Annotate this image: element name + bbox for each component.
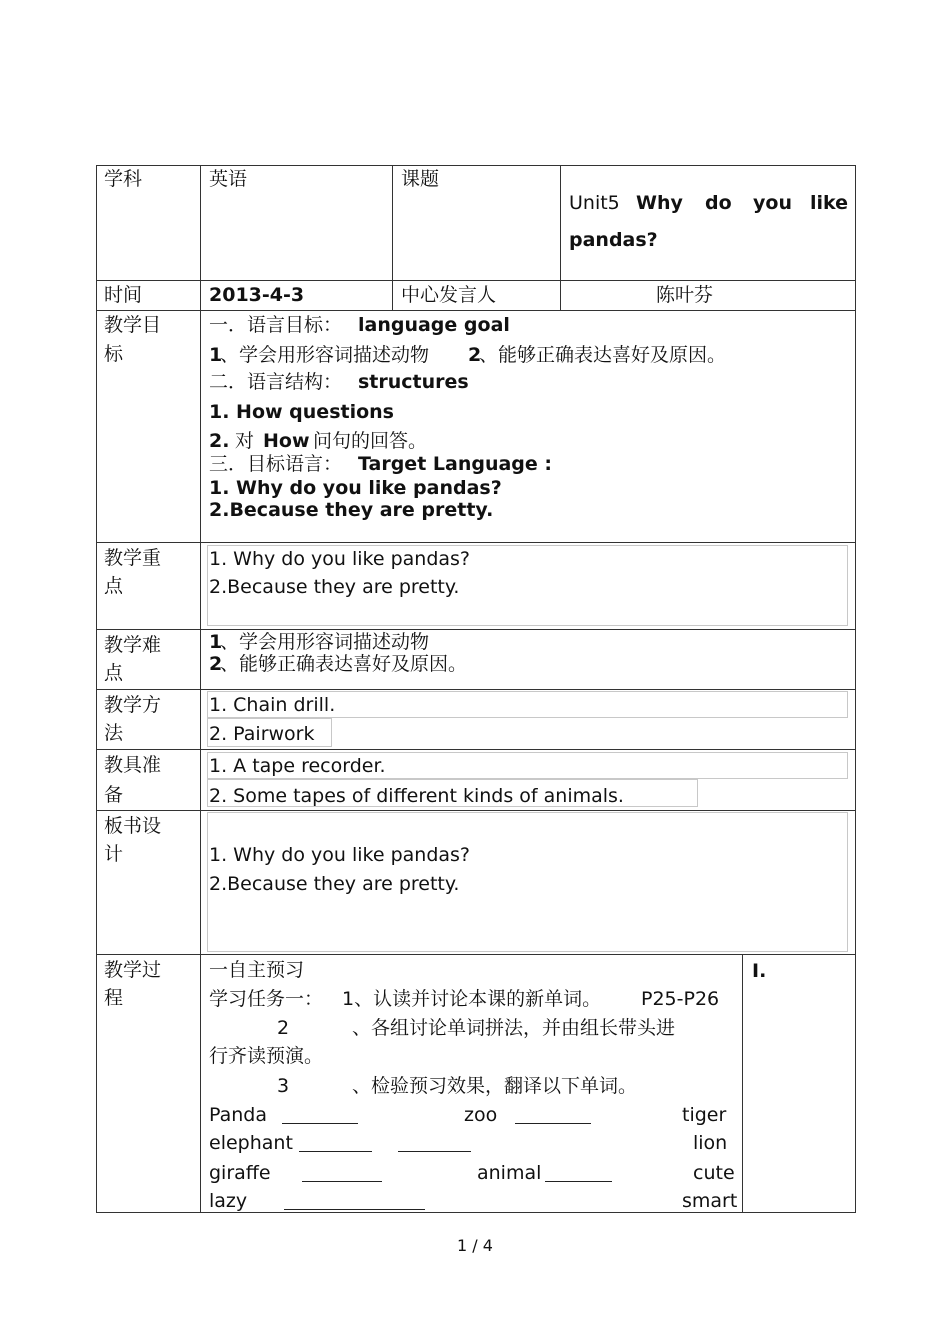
process-item3-num: 3 xyxy=(277,1075,290,1097)
topic-word: Why xyxy=(636,192,683,214)
goals-line-1-num2: 2 xyxy=(468,344,482,366)
topic-word: you xyxy=(753,192,792,214)
goals-target-2: 2.Because they are pretty. xyxy=(209,499,494,521)
tools-line-1: 1. A tape recorder. xyxy=(209,755,386,777)
page-number: 1 / 4 xyxy=(457,1236,493,1255)
keypoints-line-1: 1. Why do you like pandas? xyxy=(209,548,470,570)
difficulties-num-2: 2 xyxy=(209,653,223,675)
speaker-label: 中心发言人 xyxy=(401,284,497,306)
topic-line2: pandas? xyxy=(569,229,658,251)
subject-label: 学科 xyxy=(104,168,143,190)
goals-label-2: 标 xyxy=(104,343,124,365)
goals-heading-1-cn: 一．语言目标： xyxy=(209,314,343,336)
difficulties-num-1: 1 xyxy=(209,631,223,653)
process-item3-text: 、检验预习效果，翻译以下单词。 xyxy=(352,1075,638,1097)
process-item2-text: 、各组讨论单词拼法，并由组长带头进 xyxy=(352,1017,676,1039)
vocab-word: cute xyxy=(693,1162,735,1184)
board-line-1: 1. Why do you like pandas? xyxy=(209,844,470,866)
vocab-word: lazy xyxy=(209,1190,248,1212)
difficulties-label-1: 教学难 xyxy=(104,634,162,656)
blank-line xyxy=(284,1193,425,1210)
process-side-mark: I. xyxy=(752,960,767,982)
goals-structure-2c: How xyxy=(263,430,310,452)
process-item2-cont: 行齐读预演。 xyxy=(209,1045,324,1067)
tools-label-1: 教具准 xyxy=(104,754,162,776)
subject-value: 英语 xyxy=(209,168,248,190)
topic-word: like xyxy=(810,192,849,214)
board-label-2: 计 xyxy=(104,843,124,865)
time-value: 2013-4-3 xyxy=(209,284,305,306)
difficulties-label-2: 点 xyxy=(104,662,124,684)
methods-label-2: 法 xyxy=(104,722,124,744)
vocab-word: lion xyxy=(693,1132,728,1154)
goals-structure-2a: 2. xyxy=(209,430,230,452)
blank-line xyxy=(299,1135,372,1152)
topic-unit: Unit5 xyxy=(569,192,620,214)
blank-line xyxy=(515,1107,591,1124)
methods-line-2: 2. Pairwork xyxy=(209,723,315,745)
goals-structure-2d: 问句的回答。 xyxy=(313,430,428,452)
process-label-2: 程 xyxy=(104,987,124,1009)
vocab-word: elephant xyxy=(209,1132,293,1154)
goals-target-1: 1. Why do you like pandas? xyxy=(209,477,502,499)
goals-structure-2b: 对 xyxy=(235,430,255,452)
keypoints-line-2: 2.Because they are pretty. xyxy=(209,576,460,598)
vocab-word: Panda xyxy=(209,1104,267,1126)
goals-heading-2-cn: 二．语言结构： xyxy=(209,371,343,393)
difficulties-text-2: 、能够正确表达喜好及原因。 xyxy=(220,653,468,675)
goals-structure-1: 1. How questions xyxy=(209,401,394,423)
board-label-1: 板书设 xyxy=(104,815,162,837)
process-task-b: 1、认读并讨论本课的新单词。 xyxy=(342,988,602,1010)
time-label: 时间 xyxy=(104,284,143,306)
blank-line xyxy=(545,1165,612,1182)
vocab-word: smart xyxy=(682,1190,738,1212)
vocab-word: tiger xyxy=(682,1104,727,1126)
vocab-word: zoo xyxy=(464,1104,498,1126)
topic-word: do xyxy=(705,192,732,214)
process-item2-num: 2 xyxy=(277,1017,290,1039)
blank-line xyxy=(302,1165,382,1182)
keypoints-label-2: 点 xyxy=(104,575,124,597)
goals-heading-1-en: language goal xyxy=(358,314,510,336)
blank-line xyxy=(282,1107,358,1124)
cell-topic-value xyxy=(560,165,856,281)
methods-line-1: 1. Chain drill. xyxy=(209,694,336,716)
process-task-c: P25-P26 xyxy=(641,988,720,1010)
process-label-1: 教学过 xyxy=(104,959,162,981)
goals-line-1-text1: 、学会用形容词描述动物 xyxy=(220,344,430,366)
tools-label-2: 备 xyxy=(104,784,124,806)
topic-label: 课题 xyxy=(401,168,440,190)
goals-line-1-text2: 、能够正确表达喜好及原因。 xyxy=(479,344,727,366)
blank-line xyxy=(398,1135,471,1152)
speaker-value: 陈叶芬 xyxy=(656,284,714,306)
goals-line-1-num1: 1 xyxy=(209,344,223,366)
difficulties-text-1: 、学会用形容词描述动物 xyxy=(220,631,430,653)
process-task-a: 学习任务一： xyxy=(209,988,324,1010)
tools-line-2: 2. Some tapes of different kinds of animals. xyxy=(209,785,624,807)
process-title: 一自主预习 xyxy=(209,959,305,981)
vocab-word: animal xyxy=(477,1162,542,1184)
board-line-2: 2.Because they are pretty. xyxy=(209,873,460,895)
keypoints-label-1: 教学重 xyxy=(104,547,162,569)
goals-heading-2-en: structures xyxy=(358,371,469,393)
methods-label-1: 教学方 xyxy=(104,694,162,716)
cell-process-side xyxy=(742,954,856,1213)
goals-heading-3-cn: 三．目标语言： xyxy=(209,453,343,475)
goals-heading-3-en: Target Language : xyxy=(358,453,552,475)
goals-label-1: 教学目 xyxy=(104,314,162,336)
vocab-word: giraffe xyxy=(209,1162,271,1184)
